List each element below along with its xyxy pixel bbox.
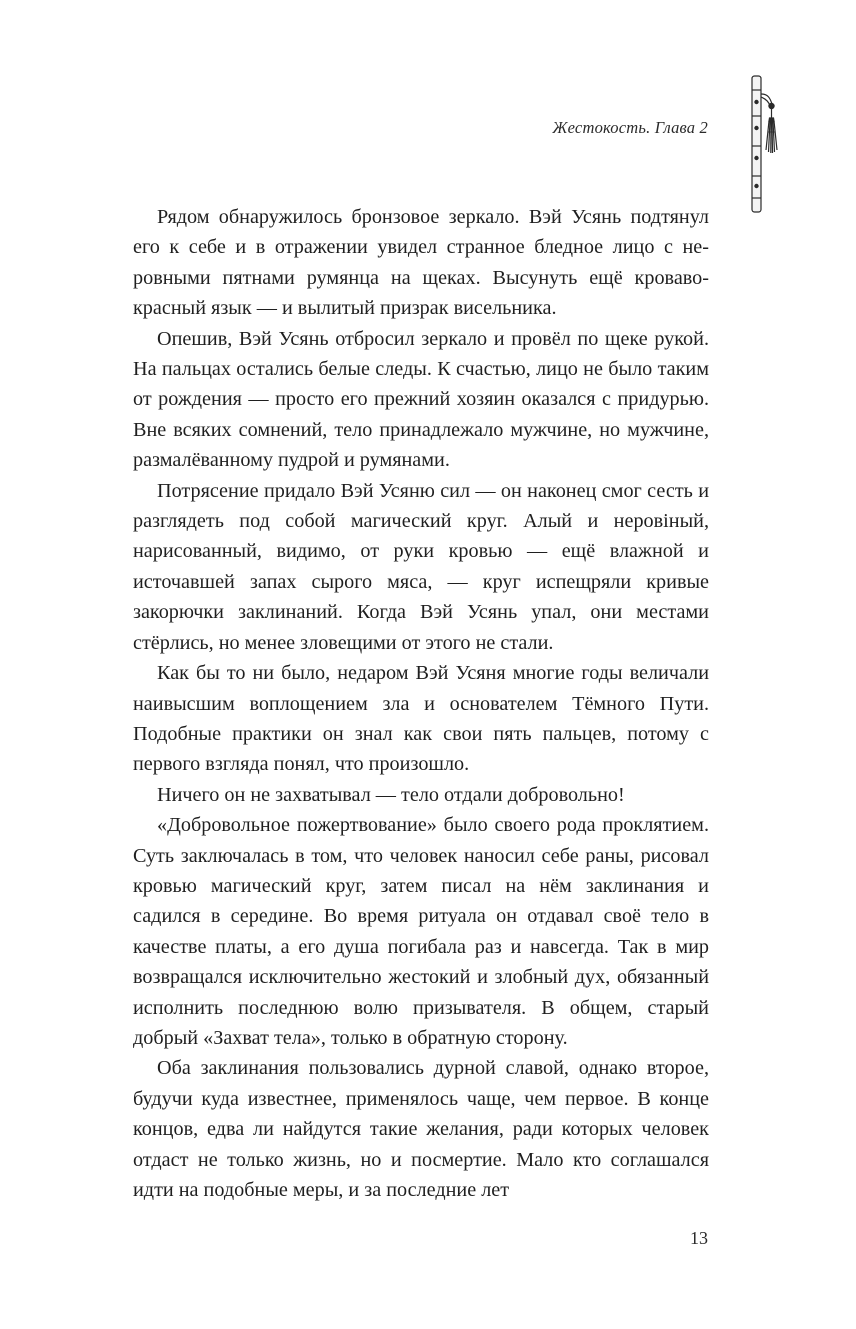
paragraph: Опешив, Вэй Усянь отбросил зеркало и провёл по щеке рукой. На пальцах остались белые следы. К счастью, лицо не было таким от рождения — просто его прежний хозяин оказался с придурью. Вне всяких сомнений, тело принадлежало мужчине, но мужчине, размалёванному пудрой и румянами.: [133, 327, 709, 472]
paragraph: Ничего он не захватывал — тело отдали добровольно!: [157, 783, 625, 806]
paragraph: «Добровольное пожертвование» было своего рода проклятием. Суть заключалась в том, что человек наносил себе раны, рисовал кровью магический круг, затем писал на нём заклинания и садился в середине. Во время ритуала он отдавал своё тело в качестве платы, а его душа погибала раз и навсегда. Так в мир возвращался исключительно жестокий и злобный дух, обязанный исполнить последнюю волю призывателя. В общем, старый добрый «Захват тела», только в обратную сторону.: [133, 814, 709, 1049]
paragraph: Оба заклинания пользовались дурной славой, однако второе, будучи куда известнее, применялось чаще, чем первое. В конце концов, едва ли найдутся такие желания, ради которых человек отдаст не только жизнь, но и посмертие. Мало кто соглашался идти на подобные меры, и за последние лет: [133, 1057, 709, 1201]
page-number: 13: [690, 1228, 708, 1248]
flute-with-tassel-icon: [742, 72, 788, 218]
paragraph: Потрясение придало Вэй Усяню сил — он наконец смог сесть и разглядеть под собой магический круг. Алый и неровіный, нарисованный, видимо, от руки кровью — ещё влажной и источавшей запах сырого мяса, — круг испещряли кривые закорючки заклинаний. Когда Вэй Усянь упал, они местами стёрлись, но менее зловещими от этого не стали.: [133, 479, 709, 654]
paragraph: Рядом обнаружилось бронзовое зеркало. Вэй Усянь подтянул его к себе и в отражении увидел странное бледное лицо с неровными пятнами румянца на щеках. Высунуть ещё кроваво-красный язык — и вылитый призрак висельника.: [133, 206, 709, 320]
paragraph: Как бы то ни было, недаром Вэй Усяня многие годы величали наивысшим воплощением зла и основателем Тёмного Пути. Подобные практики он знал как свои пять пальцев, потому с первого взгляда понял, что произошло.: [133, 662, 709, 776]
body-text: [133, 202, 709, 1205]
running-header: Жестокость. Глава 2: [552, 118, 708, 137]
